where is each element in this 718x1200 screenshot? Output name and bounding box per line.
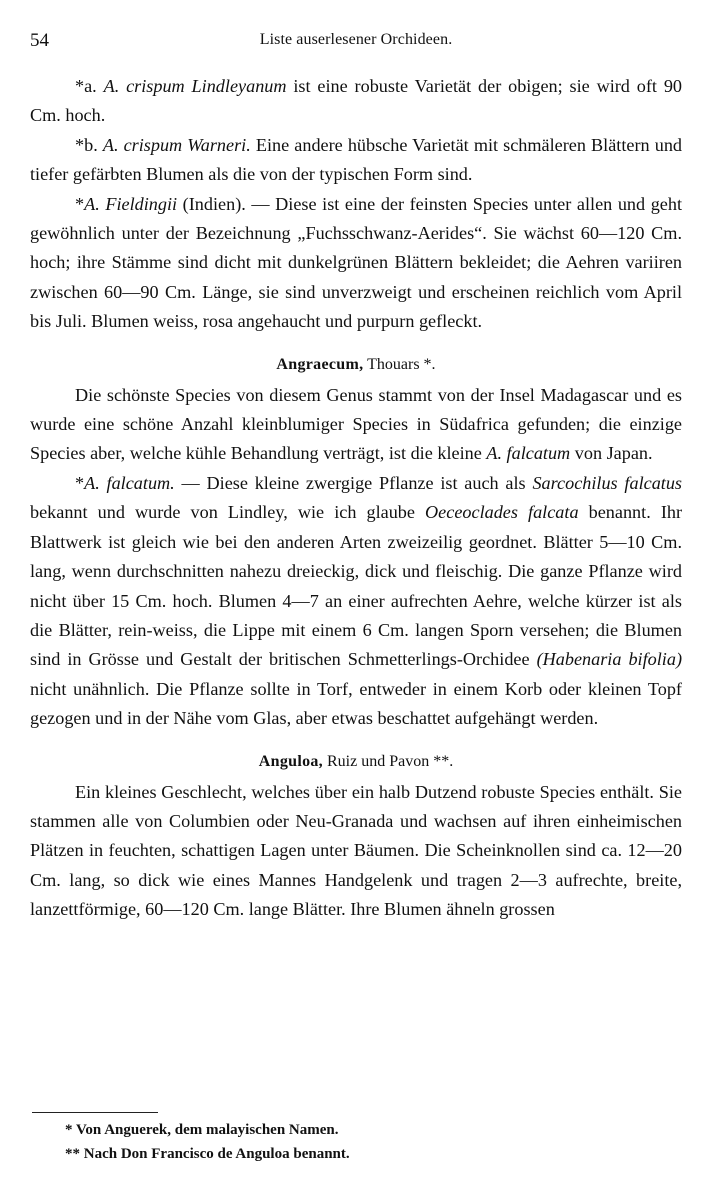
entry-text: nicht unähnlich. Die Pflanze sollte in Torf, entweder in einem Korb oder kleinen Topf gezogen und in der Nähe vom Glas, aber etwas beschattet aufgehängt werden.: [30, 678, 682, 729]
entry-text: Eine andere hübsche Varietät mit schmäleren Blättern und tiefer gefärbten Blumen als die von der typischen Form sind.: [30, 134, 683, 185]
footnote-divider: [32, 1112, 158, 1113]
species-name: A. crispum Warneri.: [102, 134, 251, 155]
running-title: Liste auserlesener Orchideen.: [259, 31, 453, 48]
genus-name: Anguloa,: [258, 752, 323, 770]
entry-falcatum: [30, 469, 682, 734]
entry-text: bekannt und wurde von Lindley, wie ich glaube: [30, 502, 415, 523]
synonym-name: (Habenaria bifolia): [536, 649, 682, 670]
synonym-name: Oeceoclades falcata: [425, 502, 579, 523]
genus-name: Angraecum,: [276, 355, 364, 373]
genus-heading-angraecum: [30, 351, 682, 379]
angraecum-intro: [30, 381, 682, 469]
paragraph-text: Die schönste Species von diesem Genus stammt von der Insel Madagascar und es wurde eine schöne Anzahl kleinblumiger Species in Südafrica gefunden; die einzige Species aber, welche kühle Behandlung verträgt, ist die kleine: [30, 384, 682, 464]
entry-crispum-warneri: [30, 131, 682, 190]
species-name: A. falcatum: [486, 443, 571, 464]
genus-author: Ruiz und Pavon **.: [326, 752, 454, 770]
entry-text: (Indien). — Diese ist eine der feinsten Species unter allen und geht gewöhnlich unter der Bezeichnung „Fuchsschwanz-Aerides“. Sie wächst 60—120 Cm. hoch; ihre Stämme sind dicht mit dunkelgrünen Blättern bekleidet; die Aehren variiren zwischen 60—90 Cm. Länge, sie sind unverzweigt und erscheinen reichlich vom April bis Juli. Blumen weiss, rosa angehaucht und purpurn gefleckt.: [30, 193, 683, 332]
entry-text: benannt. Ihr Blattwerk ist gleich wie bei den anderen Arten zweizeilig geordnet. Blätter 5—10 Cm. lang, wenn durchschnitten nahezu dreieckig, dick und fleischig. Die ganze Pflanze wird nicht über 15 Cm. hoch. Blumen 4—7 an einer aufrechten Aehre, welche kürzer ist als die Blätter, rein-weiss, die Lippe mit einem 6 Cm. langen Sporn versehen; die Blumen sind in Grösse und Gestalt der britischen Schmetterlings-Orchidee: [30, 502, 683, 670]
footnote: * Von Anguerek, dem malayischen Namen.: [65, 1122, 339, 1138]
page-number: 54: [30, 30, 49, 51]
body-text: [30, 72, 682, 925]
entry-marker: *: [75, 193, 85, 214]
genus-author: Thouars *.: [367, 355, 436, 373]
species-name: A. crispum Lindleyanum: [103, 76, 287, 96]
footnote: ** Nach Don Francisco de Anguloa benannt.: [65, 1146, 350, 1162]
entry-crispum-lindleyanum: [30, 72, 682, 131]
entry-fieldingii: [30, 190, 682, 337]
synonym-name: Sarcochilus falcatus: [532, 472, 683, 493]
species-name: A. falcatum.: [84, 472, 175, 493]
footnotes: [65, 1118, 685, 1166]
paragraph-text: von Japan.: [574, 443, 653, 464]
entry-marker: *: [75, 472, 85, 493]
species-name: A. Fieldingii: [84, 193, 178, 214]
genus-heading-anguloa: [30, 748, 682, 776]
entry-text: — Diese kleine zwergige Pflanze ist auch als: [181, 472, 526, 493]
anguloa-intro: Ein kleines Geschlecht, welches über ein halb Dutzend robuste Species enthält. Sie stammen alle von Columbien oder Neu-Granada und wachsen auf ihren einheimischen Plätzen in feuchten, schattigen Lagen unter Bäumen. Die Scheinknollen sind ca. 12—20 Cm. lang, so dick wie eines Mannes Handgelenk und tragen 2—3 aufrechte, breite, lanzettförmige, 60—120 Cm. lange Blätter. Ihre Blumen ähneln grossen: [30, 781, 682, 920]
entry-text: ist eine robuste Varietät der obigen; sie wird oft 90 Cm. hoch.: [30, 76, 683, 126]
page-header: [30, 30, 682, 58]
entry-marker: *a.: [75, 76, 97, 96]
entry-marker: *b.: [75, 134, 98, 155]
